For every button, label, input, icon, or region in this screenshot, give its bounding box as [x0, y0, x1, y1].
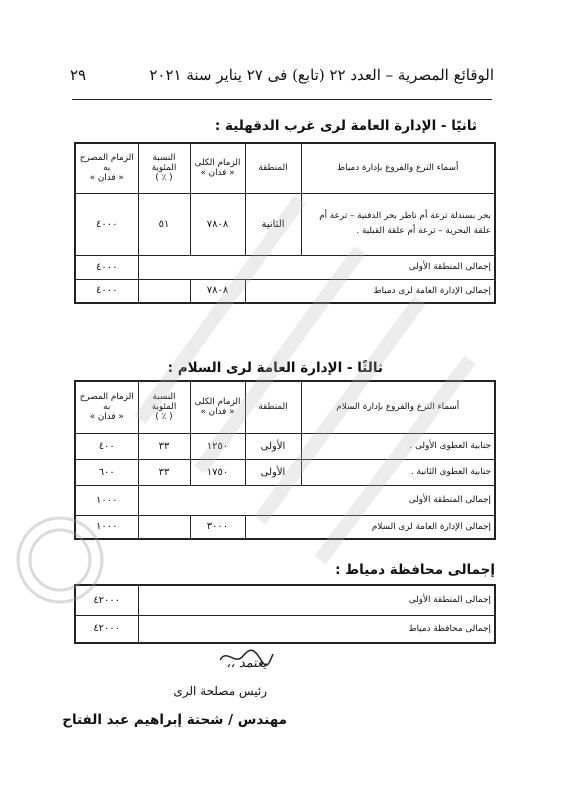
subtotal-label: إجمالى المنطقة الأولى: [138, 255, 495, 279]
section2-heading: ثالثًا - الإدارة العامة لرى السلام :: [167, 360, 383, 376]
section1-table: [74, 142, 496, 304]
header-divider: [72, 99, 492, 100]
subtotal-permitted: ٤٠٠٠: [75, 255, 138, 279]
table-row: [75, 615, 495, 643]
total-label: إجمالى محافظة دمياط: [138, 615, 495, 643]
row-permitted: ٤٠٠: [75, 433, 138, 459]
col-zone-header: المنطقة: [245, 143, 301, 193]
section2-table: [74, 380, 496, 540]
row-total: ٧٨٠٨: [190, 193, 245, 255]
signature-scribble: [215, 646, 275, 670]
table-row: [75, 193, 495, 255]
col-percent-header: النسبة المئوية ( ٪ ): [138, 143, 190, 193]
col-total-header: الزمام الكلى « فدان »: [190, 143, 245, 193]
section3-heading: إجمالى محافظة دمياط :: [335, 562, 495, 578]
row-percent: ٣٣: [138, 433, 190, 459]
subtotal-row: [75, 485, 495, 515]
col-zone-header: المنطقة: [245, 381, 301, 433]
approval-word: يعتمد ،،: [226, 656, 267, 671]
total-label: إجمالى المنطقة الأولى: [138, 585, 495, 615]
col-permitted-header: الزمام المصرح به « فدان »: [75, 381, 138, 433]
table-row: [75, 585, 495, 615]
subtotal-label: إجمالى المنطقة الأولى: [138, 485, 495, 515]
col-percent-header: النسبة المئوية ( ٪ ): [138, 381, 190, 433]
row-names: جنابية العطوى الأولى .: [301, 433, 495, 459]
row-total: ١٧٥٠: [190, 459, 245, 485]
row-percent: ٥١: [138, 193, 190, 255]
grand-total-label: إجمالى الإدارة العامة لرى دمياط: [245, 279, 495, 303]
grand-total-row: [75, 279, 495, 303]
row-permitted: ٦٠٠: [75, 459, 138, 485]
table-row: [75, 459, 495, 485]
section3-table: [74, 584, 496, 644]
row-permitted: ٤٠٠٠: [75, 193, 138, 255]
table-header-row: [75, 381, 495, 433]
grand-total-row: [75, 515, 495, 539]
col-permitted-header: الزمام المصرح به « فدان »: [75, 143, 138, 193]
col-names-header: أسماء الترع والفروع بإدارة دمياط: [301, 143, 495, 193]
section1-heading: ثانيًا - الإدارة العامة لرى غرب الدقهلية :: [214, 118, 477, 134]
row-names: بحر بسندلة ترعة أم ناظر بحر الدفنية – ترعة أم علقة البحرية – ترعة أم علقة القبلية .: [301, 193, 495, 255]
row-total: ١٢٥٠: [190, 433, 245, 459]
header-title: الوقائع المصرية – العدد ٢٢ (تابع) فى ٢٧ يناير سنة ٢٠٢١: [149, 66, 494, 84]
signatory-title: رئيس مصلحة الرى: [173, 684, 267, 698]
grand-total-total: ٣٠٠٠: [190, 515, 245, 539]
col-names-header: أسماء الترع والفروع بإدارة السلام: [301, 381, 495, 433]
col-total-header: الزمام الكلى « فدان »: [190, 381, 245, 433]
row-percent: ٣٣: [138, 459, 190, 485]
grand-total-permitted: ١٠٠٠: [75, 515, 138, 539]
subtotal-row: [75, 255, 495, 279]
total-value: ٤٢٠٠٠: [75, 615, 138, 643]
signatory-name: مهندس / شحتة إبراهيم عبد الفتاح: [62, 712, 287, 728]
grand-total-label: إجمالى الإدارة العامة لرى السلام: [245, 515, 495, 539]
table-row: [75, 433, 495, 459]
row-zone: الثانية: [245, 193, 301, 255]
row-names: جنابية العطوى الثانية .: [301, 459, 495, 485]
page-number: ٢٩: [70, 66, 87, 84]
grand-total-permitted: ٤٠٠٠: [75, 279, 138, 303]
row-zone: الأولى: [245, 433, 301, 459]
table-header-row: [75, 143, 495, 193]
row-zone: الأولى: [245, 459, 301, 485]
page-header: [70, 64, 494, 88]
grand-total-total: ٧٨٠٨: [190, 279, 245, 303]
total-value: ٤٢٠٠٠: [75, 585, 138, 615]
subtotal-permitted: ١٠٠٠: [75, 485, 138, 515]
